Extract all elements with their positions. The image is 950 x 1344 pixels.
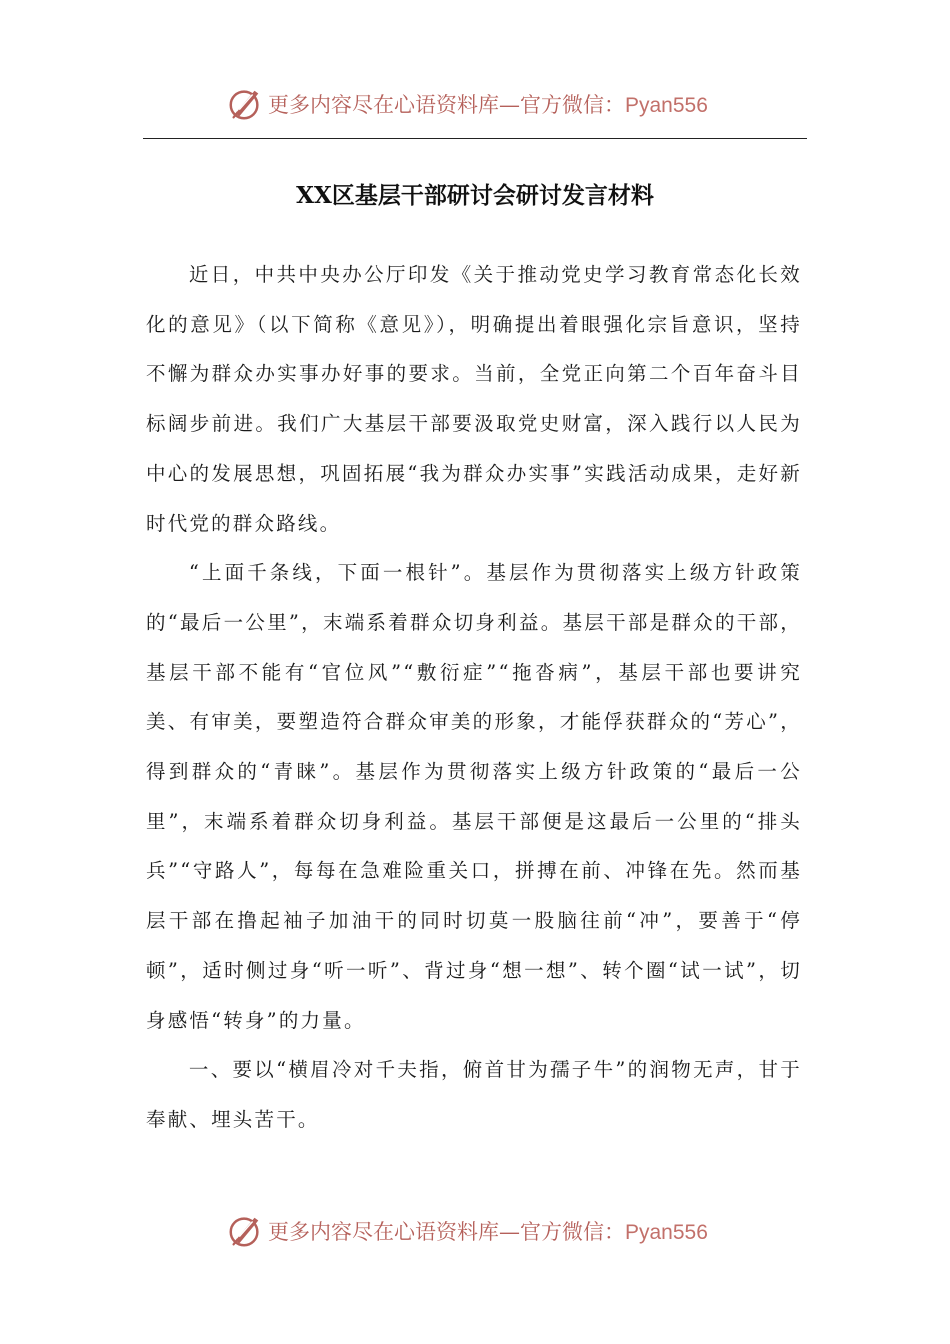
quill-pen-logo-icon	[226, 85, 264, 123]
quill-pen-logo-icon	[226, 1212, 264, 1250]
banner-separator: —	[499, 93, 520, 117]
footer-banner-account-label: 官方微信：	[520, 1220, 625, 1244]
body-paragraph-1: 近日，中共中央办公厅印发《关于推动党史学习教育常态化长效化的意见》（以下简称《意见》），明确提出着眼强化宗旨意识，坚持不懈为群众办实事办好事的要求。当前，全党正向第二个百年奋斗目标阔步前进。我们广大基层干部要汲取党史财富，深入践行以人民为中心的发展思想，巩固拓展“我为群众办实事”实践活动成果，走好新时代党的群众路线。	[146, 263, 802, 535]
banner-account-id: Pyan556	[625, 94, 708, 117]
footer-banner-text	[268, 1216, 708, 1246]
header-divider	[143, 138, 807, 139]
banner-account-label: 官方微信：	[520, 93, 625, 117]
banner-main-text: 更多内容尽在心语资料库	[268, 93, 499, 117]
body-paragraph-3: 一、要以“横眉冷对千夫指，俯首甘为孺子牛”的润物无声，甘于奉献、埋头苦干。	[146, 1058, 802, 1131]
footer-banner	[226, 1211, 708, 1251]
footer-banner-main-text: 更多内容尽在心语资料库	[268, 1220, 499, 1244]
header-banner	[226, 84, 708, 124]
document-body	[146, 250, 802, 1145]
document-title: XX区基层干部研讨会研讨发言材料	[296, 182, 654, 209]
footer-banner-separator: —	[499, 1220, 520, 1244]
footer-banner-account-id: Pyan556	[625, 1221, 708, 1244]
banner-text	[268, 89, 708, 119]
body-paragraph-2: “上面千条线，下面一根针”。基层作为贯彻落实上级方针政策的“最后一公里”，末端系着群众切身利益。基层干部是群众的干部，基层干部不能有“官位风”“敷衍症”“拖沓病”，基层干部也要讲究美、有审美，要塑造符合群众审美的形象，才能俘获群众的“芳心”，得到群众的“青睐”。基层作为贯彻落实上级方针政策的“最后一公里”，末端系着群众切身利益。基层干部便是这最后一公里的“排头兵”“守路人”，每每在急难险重关口，拼搏在前、冲锋在先。然而基层干部在撸起袖子加油干的同时切莫一股脑往前“冲”，要善于“停顿”，适时侧过身“听一听”、背过身“想一想”、转个圈“试一试”，切身感悟“转身”的力量。	[146, 561, 802, 1032]
